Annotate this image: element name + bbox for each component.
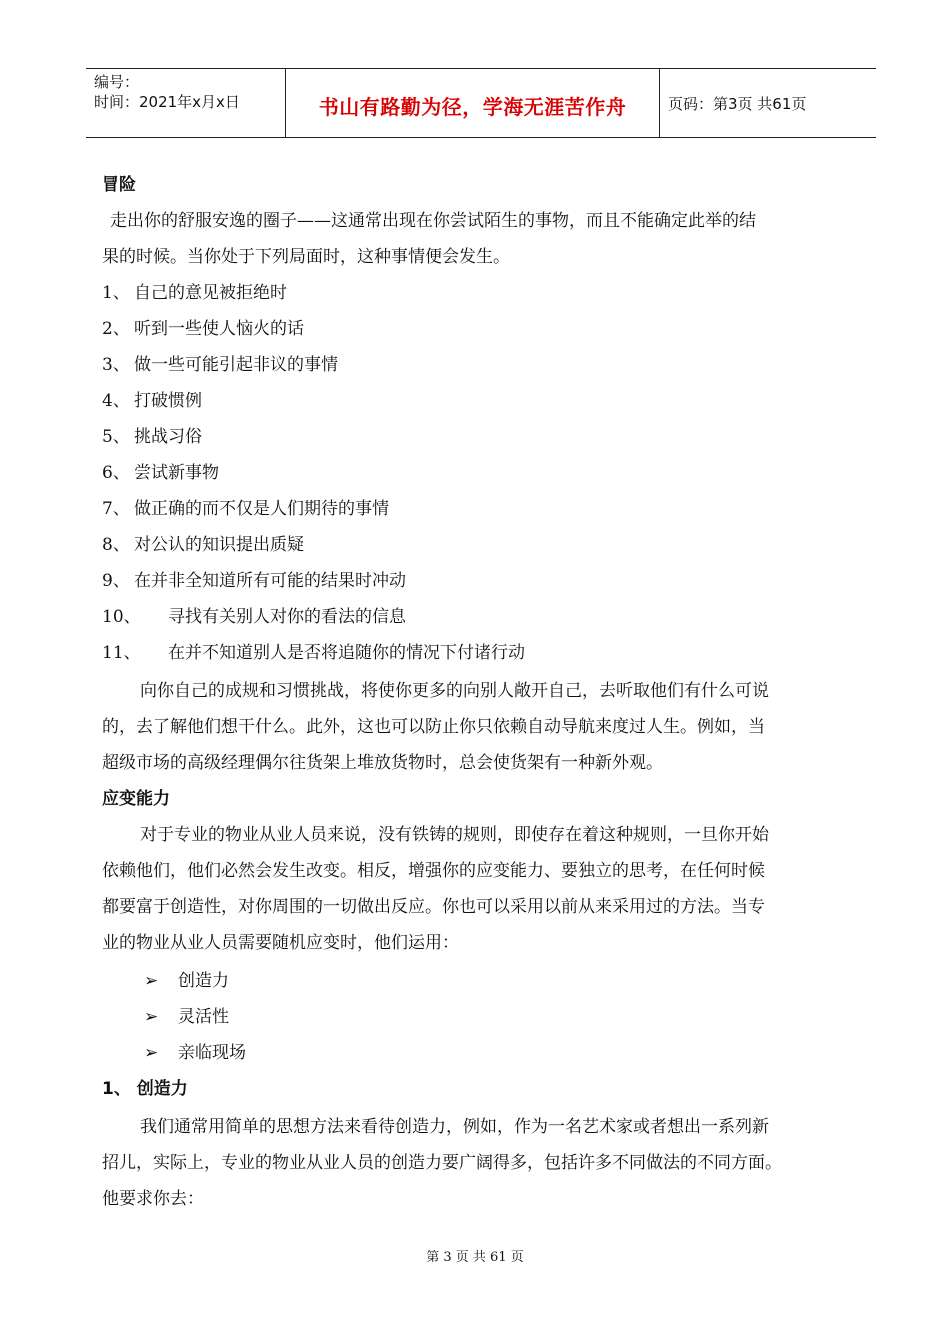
bullet-item: ➢ 灵活性 bbox=[144, 1007, 229, 1027]
document-number: 编号： bbox=[94, 73, 140, 91]
paragraph-line: 都要富于创造性，对你周围的一切做出反应。你也可以采用以前从来采用过的方法。当专 bbox=[102, 897, 765, 917]
section-title-adventure: 冒险 bbox=[102, 175, 136, 195]
list-item: 8、 对公认的知识提出质疑 bbox=[102, 535, 304, 555]
bullet-item: ➢ 创造力 bbox=[144, 971, 229, 991]
header-page-cell bbox=[660, 69, 876, 137]
header-motto-cell bbox=[286, 69, 660, 137]
paragraph-line: 我们通常用简单的思想方法来看待创造力，例如，作为一名艺术家或者想出一系列新 bbox=[140, 1117, 769, 1137]
paragraph-line: 走出你的舒服安逸的圈子——这通常出现在你尝试陌生的事物，而且不能确定此举的结 bbox=[110, 211, 756, 231]
page-footer: 第 3 页 共 61 页 bbox=[426, 1250, 524, 1265]
motto: 书山有路勤为径，学海无涯苦作舟 bbox=[318, 95, 627, 119]
paragraph-line: 果的时候。当你处于下列局面时，这种事情便会发生。 bbox=[102, 247, 510, 267]
list-item: 3、 做一些可能引起非议的事情 bbox=[102, 355, 338, 375]
page-header bbox=[86, 68, 876, 138]
paragraph-line: 对于专业的物业从业人员来说，没有铁铸的规则，即使存在着这种规则，一旦你开始 bbox=[140, 825, 769, 845]
list-item: 5、 挑战习俗 bbox=[102, 427, 202, 447]
paragraph-line: 招儿，实际上，专业的物业从业人员的创造力要广阔得多，包括许多不同做法的不同方面。 bbox=[102, 1153, 782, 1173]
header-info-cell bbox=[86, 69, 286, 137]
list-item: 1、 自己的意见被拒绝时 bbox=[102, 283, 287, 303]
paragraph-line: 他要求你去： bbox=[102, 1189, 204, 1209]
list-item: 10、 寻找有关别人对你的看法的信息 bbox=[102, 607, 406, 627]
paragraph-line: 向你自己的成规和习惯挑战，将使你更多的向别人敞开自己，去听取他们有什么可说 bbox=[140, 681, 769, 701]
header-page-number: 页码：第3页 共61页 bbox=[668, 95, 807, 113]
arrow-bullet-icon: ➢ bbox=[144, 1007, 159, 1027]
bullet-item: ➢ 亲临现场 bbox=[144, 1043, 246, 1063]
list-item: 6、 尝试新事物 bbox=[102, 463, 219, 483]
document-time: 时间：2021年x月x日 bbox=[94, 93, 240, 111]
section-title-creativity: 1、 创造力 bbox=[102, 1079, 188, 1099]
list-item: 4、 打破惯例 bbox=[102, 391, 202, 411]
paragraph-line: 依赖他们，他们必然会发生改变。相反，增强你的应变能力、要独立的思考，在任何时候 bbox=[102, 861, 765, 881]
arrow-bullet-icon: ➢ bbox=[144, 971, 159, 991]
arrow-bullet-icon: ➢ bbox=[144, 1043, 159, 1063]
list-item: 9、 在并非全知道所有可能的结果时冲动 bbox=[102, 571, 406, 591]
paragraph-line: 超级市场的高级经理偶尔往货架上堆放货物时，总会使货架有一种新外观。 bbox=[102, 753, 663, 773]
paragraph-line: 业的物业从业人员需要随机应变时，他们运用： bbox=[102, 933, 459, 953]
paragraph-line: 的，去了解他们想干什么。此外，这也可以防止你只依赖自动导航来度过人生。例如，当 bbox=[102, 717, 765, 737]
list-item: 11、 在并不知道别人是否将追随你的情况下付诸行动 bbox=[102, 643, 525, 663]
list-item: 2、 听到一些使人恼火的话 bbox=[102, 319, 304, 339]
list-item: 7、 做正确的而不仅是人们期待的事情 bbox=[102, 499, 389, 519]
section-title-adaptability: 应变能力 bbox=[102, 789, 170, 809]
